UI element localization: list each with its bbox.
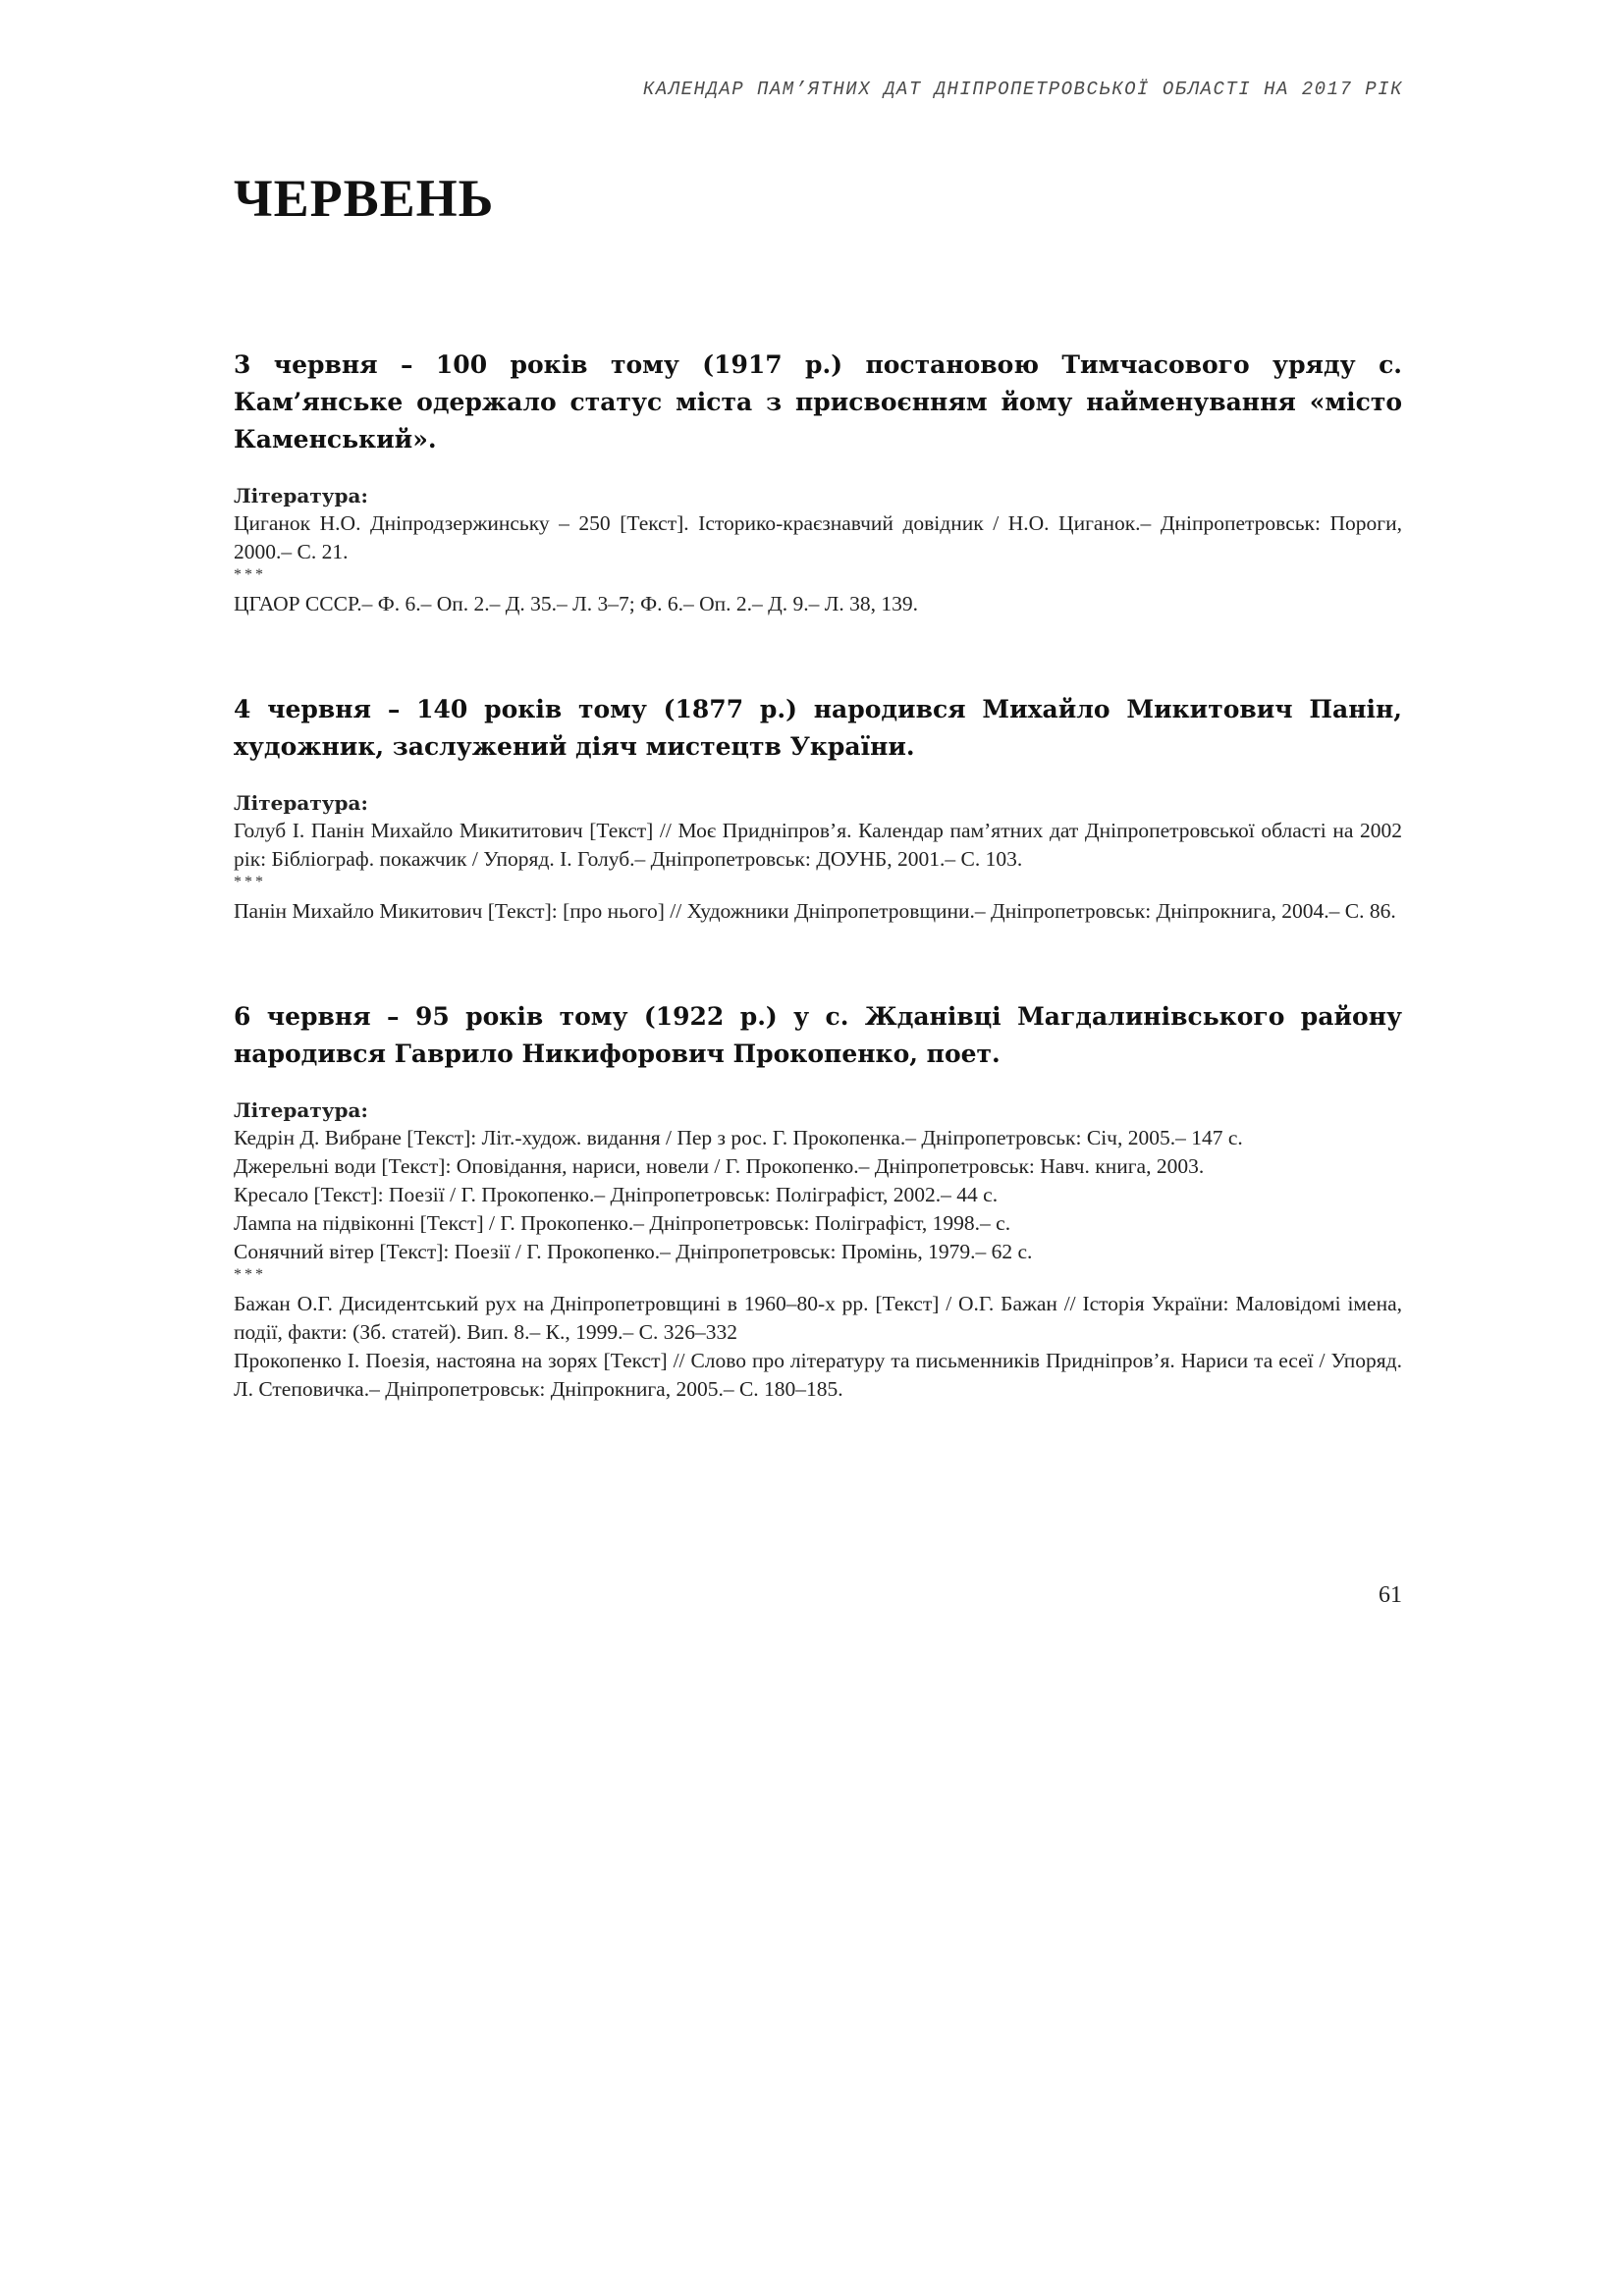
entry-heading: 3 червня – 100 років тому (1917 р.) постановою Тимчасового уряду с. Кам’янське одержало статус міста з присвоєнням йому найменування «місто Каменський». (234, 349, 1402, 454)
page-content (234, 167, 1402, 1476)
entry-heading: 4 червня – 140 років тому (1877 р.) народився Михайло Микитович Панін, художник, заслужений діяч мистецтв України. (234, 694, 1402, 761)
references-separator: *** (234, 1265, 266, 1283)
reference-item: Бажан О.Г. Дисидентський рух на Дніпропетровщині в 1960–80-х рр. [Текст] / О.Г. Бажан // Історія України: Маловідомі імена, події, факти: (Зб. статей). Вип. 8.– К., 1999.– С. 326–332 (234, 1291, 1402, 1344)
reference-item: Сонячний вітер [Текст]: Поезії / Г. Прокопенко.– Дніпропетровськ: Промінь, 1979.– 62 с. (234, 1239, 1033, 1263)
reference-item: Циганок Н.О. Дніпродзержинську – 250 [Текст]. Історико-краєзнавчий довідник / Н.О. Циганок.– Дніпропетровськ: Пороги, 2000.– С. 21. (234, 510, 1402, 563)
reference-item: Джерельні води [Текст]: Оповідання, нариси, новели / Г. Прокопенко.– Дніпропетровськ: Навч. книга, 2003. (234, 1153, 1205, 1178)
reference-item: Голуб І. Панін Михайло Микититович [Текст] // Моє Придніпров’я. Календар пам’ятних дат Дніпропетровської області на 2002 рік: Бібліограф. покажчик / Упоряд. І. Голуб.– Дніпропетровськ: ДОУНБ, 2001.– С. 103. (234, 818, 1402, 871)
references-separator: *** (234, 873, 266, 890)
page-title: ЧЕРВЕНЬ (234, 169, 495, 228)
reference-item: Прокопенко І. Поезія, настояна на зорях [Текст] // Слово про літературу та письменників Придніпров’я. Нариси та есеї / Упоряд. Л. Степовичка.– Дніпропетровськ: Дніпрокнига, 2005.– С. 180–185. (234, 1348, 1402, 1401)
calendar-entry (234, 998, 1402, 1404)
running-header: КАЛЕНДАР ПАМ’ЯТНИХ ДАТ ДНІПРОПЕТРОВСЬКОЇ ОБЛАСТІ НА 2017 РІК (642, 79, 1403, 100)
literature-label: Література: (234, 1097, 368, 1122)
literature-label: Література: (234, 790, 368, 815)
references-separator: *** (234, 565, 266, 583)
literature-label: Література: (234, 483, 368, 507)
calendar-entry (234, 347, 1402, 618)
entry-heading: 6 червня – 95 років тому (1922 р.) у с. Жданівці Магдалинівського району народився Гаврило Никифорович Прокопенко, поет. (234, 1001, 1402, 1068)
reference-item: ЦГАОР СССР.– Ф. 6.– Оп. 2.– Д. 35.– Л. 3–7; Ф. 6.– Оп. 2.– Д. 9.– Л. 38, 139. (234, 591, 918, 615)
page-number: 61 (1379, 1582, 1402, 1608)
reference-item: Панін Михайло Микитович [Текст]: [про нього] // Художники Дніпропетровщини.– Дніпропетровськ: Дніпрокнига, 2004.– С. 86. (234, 898, 1396, 923)
reference-item: Кедрін Д. Вибране [Текст]: Літ.-худож. видання / Пер з рос. Г. Прокопенка.– Дніпропетровськ: Січ, 2005.– 147 с. (234, 1125, 1243, 1149)
calendar-entry (234, 691, 1402, 926)
reference-item: Кресало [Текст]: Поезії / Г. Прокопенко.– Дніпропетровськ: Поліграфіст, 2002.– 44 с. (234, 1182, 999, 1206)
reference-item: Лампа на підвіконні [Текст] / Г. Прокопенко.– Дніпропетровськ: Поліграфіст, 1998.– с. (234, 1210, 1011, 1235)
